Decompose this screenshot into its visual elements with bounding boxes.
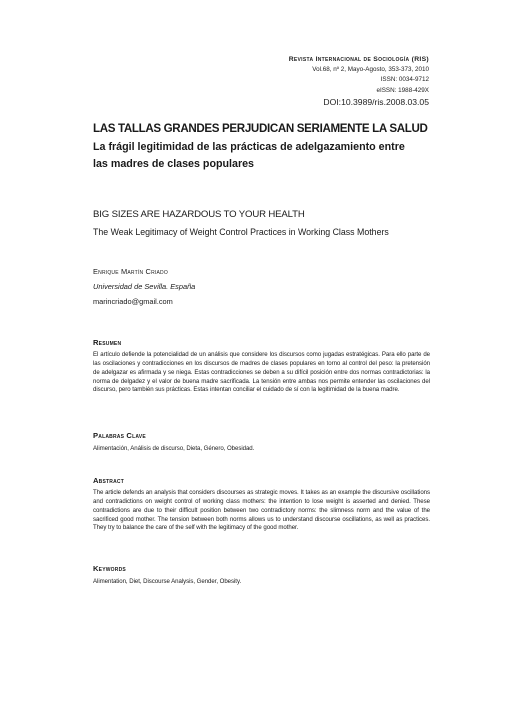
palabras-clave-text: Alimentación, Análisis de discurso, Dieta, Género, Obesidad.: [93, 445, 255, 452]
abstract-heading: Abstract: [93, 476, 124, 485]
title-es-main: LAS TALLAS GRANDES PERJUDICAN SERIAMENTE LA SALUD: [93, 122, 428, 135]
author-name: Enrique Martín Criado: [93, 267, 168, 276]
journal-doi: DOI:10.3989/ris.2008.03.05: [323, 96, 429, 107]
title-es-subtitle-line-1: La frágil legitimidad de las prácticas de adelgazamiento entre: [93, 141, 405, 153]
title-spanish: [93, 121, 438, 172]
keywords-heading: Keywords: [93, 564, 126, 573]
title-es-subtitle: [93, 139, 438, 172]
author-email[interactable]: marincriado@gmail.com: [93, 297, 173, 306]
journal-issn: ISSN: 0034-9712: [380, 76, 429, 84]
author-affiliation: Universidad de Sevilla. España: [93, 282, 196, 291]
author-block: [93, 264, 195, 309]
keywords-text: Alimentation, Diet, Discourse Analysis, Gender, Obesity.: [93, 578, 242, 585]
palabras-clave-heading: Palabras Clave: [93, 431, 146, 440]
abstract-text: The article defends an analysis that considers discourses as strategic moves. It takes as an example the discursive oscillations and contradictions on weight control of working class mothers: the intention to lose weight is asserted and denied. These contradictions are due to their difficult position between two contradictory norms: the slimness norm and the value of the sacrificed good mother. The tension between both norms allows us to understand discourse oscillations, as well as practices. They try to balance the care of the self with the legitimacy of the good mother.: [93, 489, 430, 532]
journal-header: [289, 55, 429, 108]
title-english: [93, 208, 438, 238]
journal-name: Revista Internacional de Sociología (RIS): [288, 56, 429, 63]
journal-eissn: eISSN: 1988-429X: [376, 86, 429, 94]
resumen-text: El artículo defiende la potencialidad de un análisis que considere los discursos como jugadas estratégicas. Para ello parte de las oscilaciones y contradicciones en los discursos de madres de clases populares en torno al control del peso: la pretensión de adelgazar es afirmada y se niega. Estas contradicciones se deben a su difícil posición entre dos normas contradictorias: la norma de delgadez y el valor de buena madre sacrificada. La tensión entre ambas nos permite entender las oscilaciones del discurso, pero también sus prácticas. Estas intentan conciliar el cuidado de sí con la legitimidad de la buena madre.: [93, 351, 430, 394]
title-es-subtitle-line-2: las madres de clases populares: [93, 157, 254, 170]
journal-issue: Vol.68, nº 2, Mayo-Agosto, 353-373, 2010: [312, 66, 429, 74]
resumen-heading: Resumen: [93, 338, 122, 347]
title-en-subtitle: The Weak Legitimacy of Weight Control Practices in Working Class Mothers: [93, 227, 389, 237]
title-en-main: BIG SIZES ARE HAZARDOUS TO YOUR HEALTH: [93, 209, 305, 220]
